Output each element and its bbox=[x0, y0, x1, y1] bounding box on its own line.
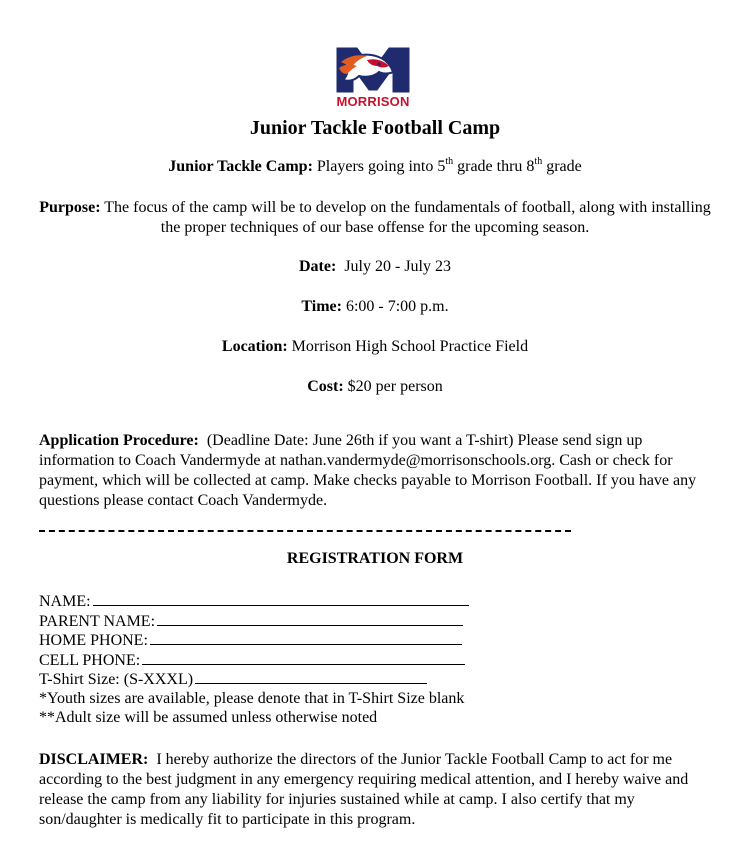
application-label: Application Procedure: bbox=[39, 432, 199, 449]
logo-wordmark: MORRISON bbox=[336, 94, 410, 109]
form-row-cell-phone bbox=[39, 650, 711, 670]
application-text: (Deadline Date: June 26th if you want a T-shirt) Please send sign up information to Coach Vandermyde at nathan.vandermyde@morrisonschools.org. Cash or check for payment, which will be collected at camp. Make checks payable to Morrison Football. If you have any questions please contact Coach Vandermyde. bbox=[39, 432, 697, 509]
page-title: Junior Tackle Football Camp bbox=[249, 117, 501, 139]
camp-sup-1: th bbox=[445, 155, 454, 167]
parent-name-blank[interactable] bbox=[157, 611, 463, 626]
application-paragraph bbox=[39, 431, 711, 511]
camp-sup-2: th bbox=[534, 155, 543, 167]
purpose-text: The focus of the camp will be to develop on the fundamentals of football, along with installing the proper techniques of our base offense for the upcoming season. bbox=[104, 199, 711, 236]
morrison-logo bbox=[327, 44, 419, 110]
form-row-parent-name bbox=[39, 611, 711, 631]
form-row-name bbox=[39, 591, 711, 611]
cost-line bbox=[20, 377, 730, 397]
cost-label: Cost: bbox=[307, 378, 344, 395]
camp-text-before: Players going into 5 bbox=[316, 158, 446, 175]
form-note-adult: **Adult size will be assumed unless otherwise noted bbox=[39, 709, 378, 726]
location-line bbox=[20, 337, 730, 357]
time-line bbox=[20, 297, 730, 317]
cost-value: $20 per person bbox=[347, 378, 443, 395]
field-label-tshirt-size: T-Shirt Size: (S-XXXL) bbox=[39, 671, 194, 688]
date-label: Date: bbox=[299, 258, 337, 275]
name-blank[interactable] bbox=[93, 591, 469, 606]
camp-label: Junior Tackle Camp: bbox=[168, 158, 313, 175]
section-divider bbox=[39, 530, 571, 532]
purpose-paragraph bbox=[38, 198, 712, 238]
time-label: Time: bbox=[301, 298, 342, 315]
field-label-home-phone: HOME PHONE: bbox=[39, 632, 148, 649]
registration-title: REGISTRATION FORM bbox=[286, 550, 464, 567]
location-value: Morrison High School Practice Field bbox=[291, 338, 529, 355]
form-note-youth: *Youth sizes are available, please denote that in T-Shirt Size blank bbox=[39, 689, 465, 707]
form-row-home-phone bbox=[39, 630, 711, 650]
time-value: 6:00 - 7:00 p.m. bbox=[345, 298, 449, 315]
cell-phone-blank[interactable] bbox=[142, 650, 465, 665]
date-line bbox=[20, 257, 730, 277]
camp-info-line bbox=[20, 157, 730, 177]
disclaimer-text: I hereby authorize the directors of the Junior Tackle Football Camp to act for me according to the best judgment in any emergency requiring medical attention, and I hereby waive and release the camp from any liability for injuries sustained while at camp. I also certify that my son/daughter is medically fit to participate in this program. bbox=[39, 751, 689, 828]
registration-form bbox=[39, 591, 711, 728]
date-value: July 20 - July 23 bbox=[344, 258, 451, 275]
field-label-name: NAME: bbox=[39, 593, 91, 610]
disclaimer-paragraph bbox=[39, 750, 711, 830]
field-label-parent-name: PARENT NAME: bbox=[39, 612, 156, 630]
camp-text-after: grade bbox=[542, 158, 582, 175]
camp-text-mid: grade thru 8 bbox=[453, 158, 535, 175]
form-row-tshirt-size bbox=[39, 669, 711, 689]
location-label: Location: bbox=[221, 338, 288, 355]
disclaimer-label: DISCLAIMER: bbox=[39, 751, 149, 768]
field-label-cell-phone: CELL PHONE: bbox=[39, 651, 141, 669]
tshirt-size-blank[interactable] bbox=[195, 669, 427, 684]
mustang-m-icon bbox=[327, 44, 419, 96]
home-phone-blank[interactable] bbox=[150, 630, 462, 645]
purpose-label: Purpose: bbox=[39, 199, 101, 216]
